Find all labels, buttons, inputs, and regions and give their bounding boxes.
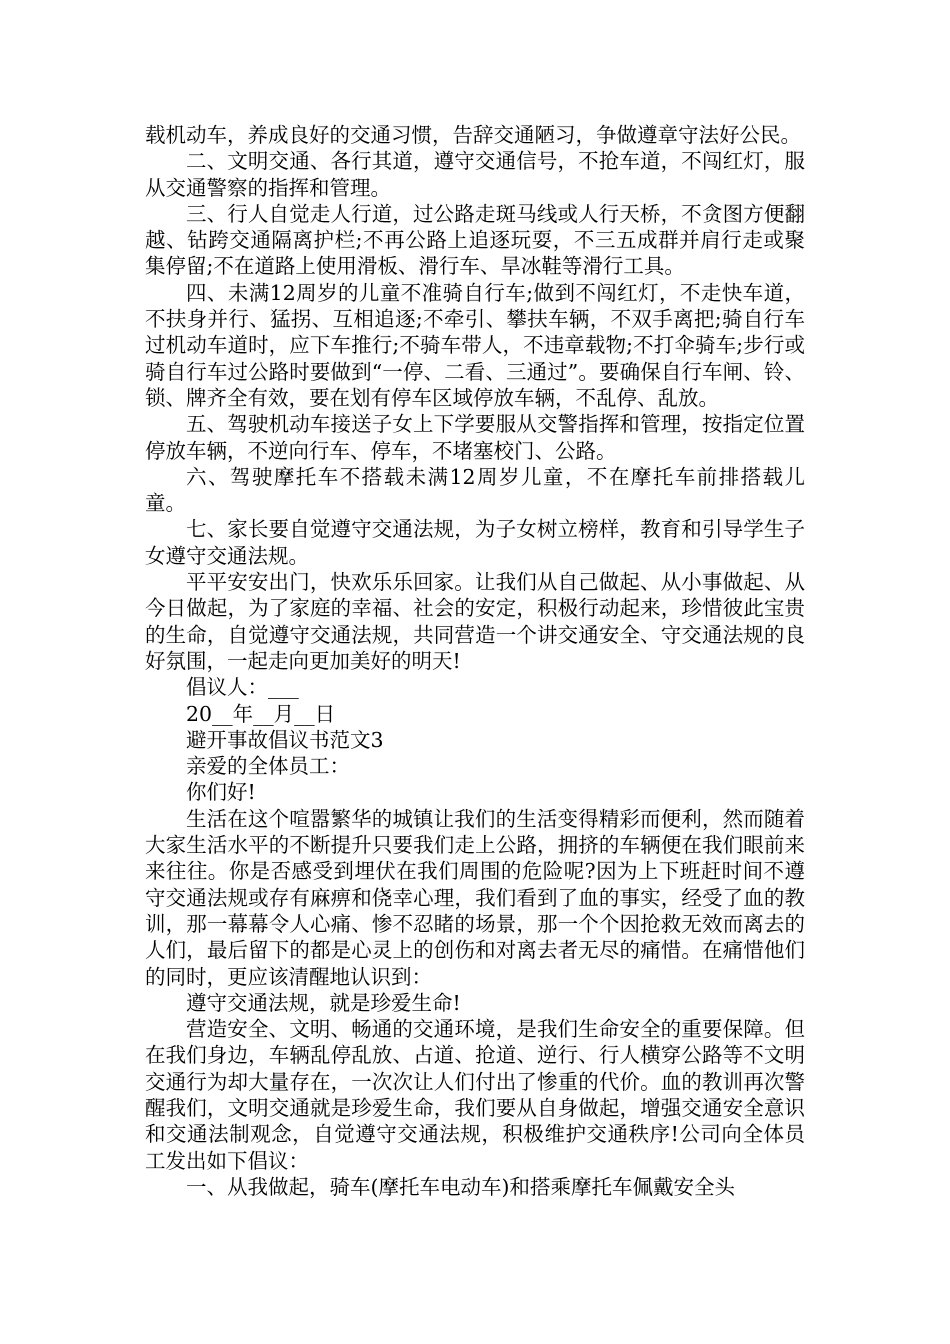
paragraph-intro: 生活在这个喧嚣繁华的城镇让我们的生活变得精彩而便利，然而随着大家生活水平的不断提升只要我们走上公路，拥挤的车辆便在我们眼前来来往往。你是否感受到埋伏在我们周围的危险呢?因为上下班赶时间不遵守交通法规或存有麻痹和侥幸心理，我们看到了血的事实，经受了血的教训，那一幕幕令人心痛、惨不忍睹的场景，那一个个因抢救无效而离去的人们，最后留下的都是心灵上的创伤和对离去者无尽的痛惜。在痛惜他们的同时，更应该清醒地认识到： <box>145 806 805 989</box>
paragraph-item-3: 三、行人自觉走人行道，过公路走斑马线或人行天桥，不贪图方便翻越、钻跨交通隔离护栏;不再公路上追逐玩耍，不三五成群并肩行走或聚集停留;不在道路上使用滑板、滑行车、旱冰鞋等滑行工具。 <box>145 201 805 279</box>
initiator-line: 倡议人：___ <box>186 675 299 700</box>
paragraph-closing: 平平安安出门，快欢乐乐回家。让我们从自己做起、从小事做起、从今日做起，为了家庭的幸福、社会的安定，积极行动起来，珍惜彼此宝贵的生命，自觉遵守交通法规，共同营造一个讲交通安全、守交通法规的良好氛围，一起走向更加美好的明天! <box>145 570 805 673</box>
document-page <box>145 122 805 1200</box>
paragraph-item-6: 六、驾驶摩托车不搭载未满12周岁儿童，不在摩托车前排搭载儿童。 <box>145 464 805 516</box>
paragraph-continuation: 载机动车，养成良好的交通习惯，告辞交通陋习，争做遵章守法好公民。 <box>145 123 801 147</box>
paragraph-item-1-truncated: 一、从我做起，骑车(摩托车电动车)和搭乘摩托车佩戴安全头 <box>186 1174 735 1199</box>
salutation: 亲爱的全体员工： <box>186 754 350 779</box>
paragraph-body: 营造安全、文明、畅通的交通环境，是我们生命安全的重要保障。但在我们身边，车辆乱停乱放、占道、抢道、逆行、行人横穿公路等不文明交通行为却大量存在，一次次让人们付出了惨重的代价。血的教训再次警醒我们，文明交通就是珍爱生命，我们要从自身做起，增强交通安全意识和交通法制观念，自觉遵守交通法规，积极维护交通秩序!公司向全体员工发出如下倡议： <box>145 1017 805 1173</box>
section-title: 避开事故倡议书范文3 <box>186 727 384 752</box>
greeting: 你们好! <box>186 780 256 805</box>
slogan-line: 遵守交通法规，就是珍爱生命! <box>186 990 461 1015</box>
paragraph-item-2: 二、文明交通、各行其道，遵守交通信号，不抢车道，不闯红灯，服从交通警察的指挥和管理。 <box>145 149 805 200</box>
date-line: 20__年__月__日 <box>186 701 336 726</box>
paragraph-item-4: 四、未满12周岁的儿童不准骑自行车;做到不闯红灯，不走快车道，不扶身并行、猛拐、互相追逐;不牵引、攀扶车辆，不双手离把;骑自行车过机动车道时，应下车推行;不骑车带人，不违章载物;不打伞骑车;步行或骑自行车过公路时要做到“一停、二看、三通过”。要确保自行车闸、铃、锁、牌齐全有效，要在划有停车区域停放车辆，不乱停、乱放。 <box>145 280 805 410</box>
paragraph-item-5: 五、驾驶机动车接送子女上下学要服从交警指挥和管理，按指定位置停放车辆，不逆向行车、停车，不堵塞校门、公路。 <box>145 412 805 463</box>
paragraph-item-7: 七、家长要自觉遵守交通法规，为子女树立榜样，教育和引导学生子女遵守交通法规。 <box>145 517 805 568</box>
